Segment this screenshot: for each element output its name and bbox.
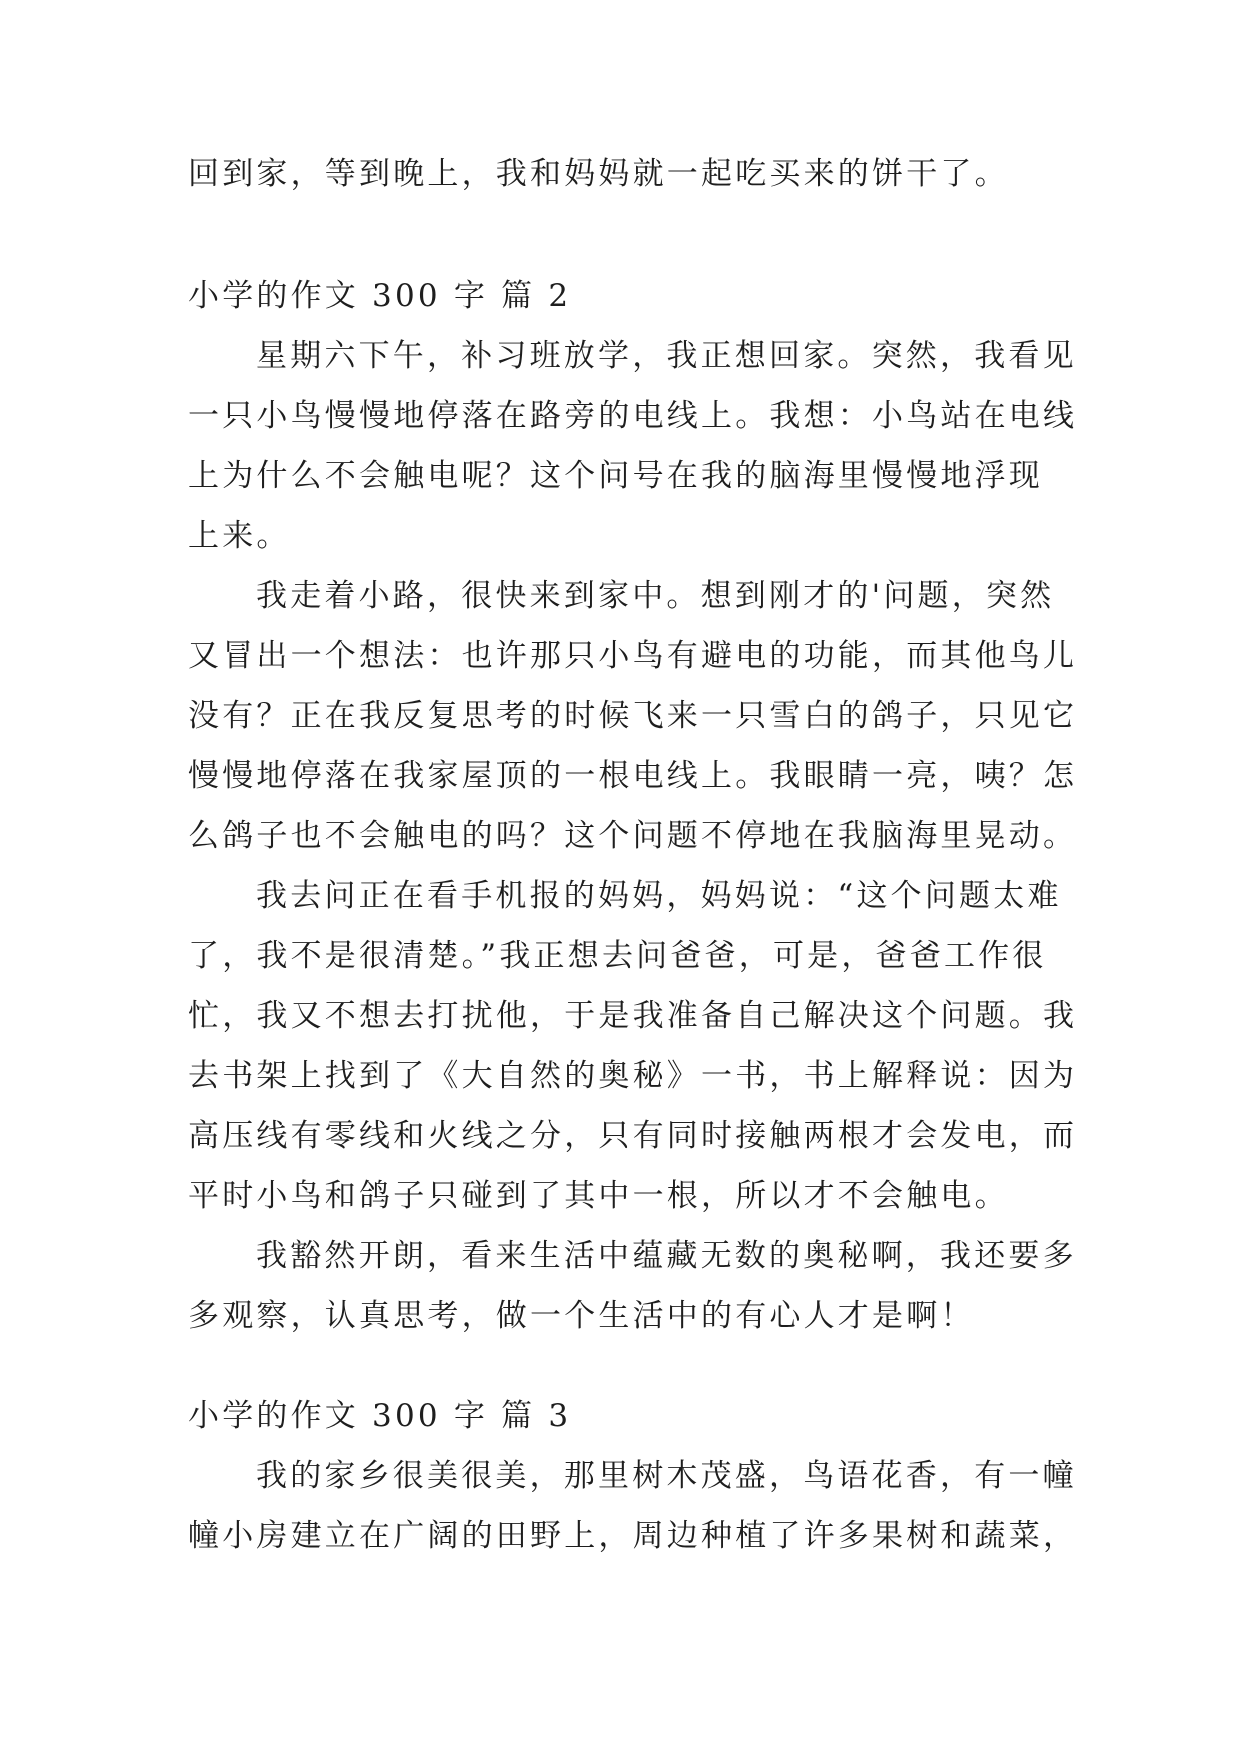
text-line: 我去问正在看手机报的妈妈，妈妈说：“这个问题太难	[256, 878, 1062, 914]
text-line: 了，我不是很清楚。”我正想去问爸爸，可是，爸爸工作很	[188, 938, 1047, 974]
text-line: 上为什么不会触电呢？这个问号在我的脑海里慢慢地浮现	[188, 458, 1043, 494]
text-line: 回到家，等到晚上，我和妈妈就一起吃买来的饼干了。	[188, 156, 1009, 192]
paragraph	[188, 326, 1078, 566]
section-2	[188, 266, 1078, 1346]
text-line: 我豁然开朗，看来生活中蕴藏无数的奥秘啊，我还要多	[256, 1238, 1077, 1274]
intro-paragraph	[188, 144, 1068, 204]
paragraph	[188, 1446, 1078, 1566]
text-line: 慢慢地停落在我家屋顶的一根电线上。我眼睛一亮，咦？怎	[188, 758, 1078, 794]
paragraph	[188, 566, 1078, 866]
text-line: 星期六下午，补习班放学，我正想回家。突然，我看见	[256, 338, 1077, 374]
text-line: 我走着小路，很快来到家中。想到刚才的'问题，突然	[256, 578, 1055, 614]
text-line: 没有？正在我反复思考的时候飞来一只雪白的鸽子，只见它	[188, 698, 1078, 734]
section-heading: 小学的作文 300 字 篇 3	[188, 1398, 572, 1434]
paragraph	[188, 1226, 1077, 1346]
text-line: 平时小鸟和鸽子只碰到了其中一根，所以才不会触电。	[188, 1178, 1009, 1214]
text-line: 忙，我又不想去打扰他，于是我准备自己解决这个问题。我	[188, 998, 1078, 1034]
text-line: 多观察，认真思考，做一个生活中的有心人才是啊！	[188, 1298, 975, 1334]
text-line: 上来。	[188, 518, 291, 554]
text-line: 我的家乡很美很美，那里树木茂盛，鸟语花香，有一幢	[256, 1458, 1077, 1494]
section-3	[188, 1386, 1078, 1566]
text-line: 又冒出一个想法：也许那只小鸟有避电的功能，而其他鸟儿	[188, 638, 1078, 674]
text-line: 去书架上找到了《大自然的奥秘》一书，书上解释说：因为	[188, 1058, 1078, 1094]
text-line: 高压线有零线和火线之分，只有同时接触两根才会发电，而	[188, 1118, 1078, 1154]
text-line: 么鸽子也不会触电的吗？这个问题不停地在我脑海里晃动。	[188, 818, 1078, 854]
paragraph	[188, 866, 1078, 1226]
section-heading: 小学的作文 300 字 篇 2	[188, 278, 572, 314]
text-line: 幢小房建立在广阔的田野上，周边种植了许多果树和蔬菜，	[188, 1518, 1078, 1554]
text-line: 一只小鸟慢慢地停落在路旁的电线上。我想：小鸟站在电线	[188, 398, 1078, 434]
